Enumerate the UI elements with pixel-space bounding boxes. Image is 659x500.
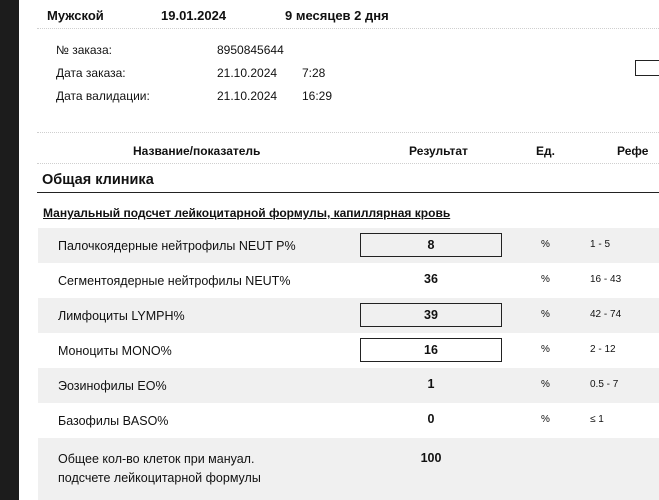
- table-row: [38, 263, 659, 298]
- table-row: [38, 298, 659, 333]
- row-result: 1: [427, 377, 435, 391]
- table-row: [38, 438, 659, 500]
- order-date-time: 7:28: [302, 66, 326, 80]
- row-name: Общее кол-во клеток при мануал.: [58, 452, 255, 466]
- row-reference: 2 - 12: [590, 344, 616, 355]
- validation-date-time: 16:29: [302, 89, 333, 103]
- group-title: Общая клиника: [42, 172, 154, 188]
- header-reference: Рефе: [617, 144, 649, 158]
- row-result: 100: [420, 451, 442, 465]
- row-reference: ≤ 1: [590, 414, 604, 425]
- header-result: Результат: [409, 144, 468, 158]
- row-name: Эозинофилы EO%: [58, 379, 167, 393]
- row-reference: 16 - 43: [590, 274, 622, 285]
- table-row: [38, 333, 659, 368]
- header-unit: Ед.: [536, 144, 555, 158]
- row-result: 39: [360, 303, 502, 327]
- group-divider: [37, 192, 659, 193]
- order-date-value: 21.10.2024: [217, 66, 278, 80]
- order-number-label: № заказа:: [56, 43, 112, 57]
- row-result: 36: [424, 272, 438, 286]
- row-unit: %: [541, 344, 550, 355]
- row-name: Сегментоядерные нейтрофилы NEUT%: [58, 274, 291, 288]
- row-unit: %: [541, 379, 550, 390]
- table-row: [38, 403, 659, 438]
- row-result: 8: [360, 233, 502, 257]
- validation-date-label: Дата валидации:: [56, 89, 150, 103]
- row-name: Палочкоядерные нейтрофилы NEUT P%: [58, 239, 296, 253]
- row-reference: 1 - 5: [590, 239, 611, 250]
- patient-age: 9 месяцев 2 дня: [285, 8, 389, 23]
- row-name: Лимфоциты LYMPH%: [58, 309, 185, 323]
- row-unit: %: [541, 414, 550, 425]
- row-unit: %: [541, 274, 550, 285]
- subgroup-title: Мануальный подсчет лейкоцитарной формулы, капиллярная кровь: [43, 206, 451, 220]
- order-date-label: Дата заказа:: [56, 66, 126, 80]
- divider: [37, 132, 659, 133]
- table-row: [38, 368, 659, 403]
- row-name: Моноциты MONO%: [58, 344, 172, 358]
- checkbox-frame: [635, 60, 659, 76]
- row-reference: 42 - 74: [590, 309, 622, 320]
- row-unit: %: [541, 309, 550, 320]
- table-row: [38, 228, 659, 263]
- row-unit: %: [541, 239, 550, 250]
- row-result: 16: [360, 338, 502, 362]
- divider: [37, 163, 659, 164]
- validation-date-value: 21.10.2024: [217, 89, 278, 103]
- row-name-continued: подсчете лейкоцитарной формулы: [58, 471, 261, 485]
- row-reference: 0.5 - 7: [590, 379, 619, 390]
- patient-sex: Мужской: [47, 8, 104, 23]
- header-name: Название/показатель: [133, 144, 261, 158]
- lab-report-sheet: [19, 0, 659, 500]
- order-number-value: 8950845644: [217, 43, 284, 57]
- patient-birth-date: 19.01.2024: [161, 8, 227, 23]
- row-result: 0: [427, 412, 435, 426]
- row-name: Базофилы BASO%: [58, 414, 169, 428]
- divider: [37, 28, 659, 29]
